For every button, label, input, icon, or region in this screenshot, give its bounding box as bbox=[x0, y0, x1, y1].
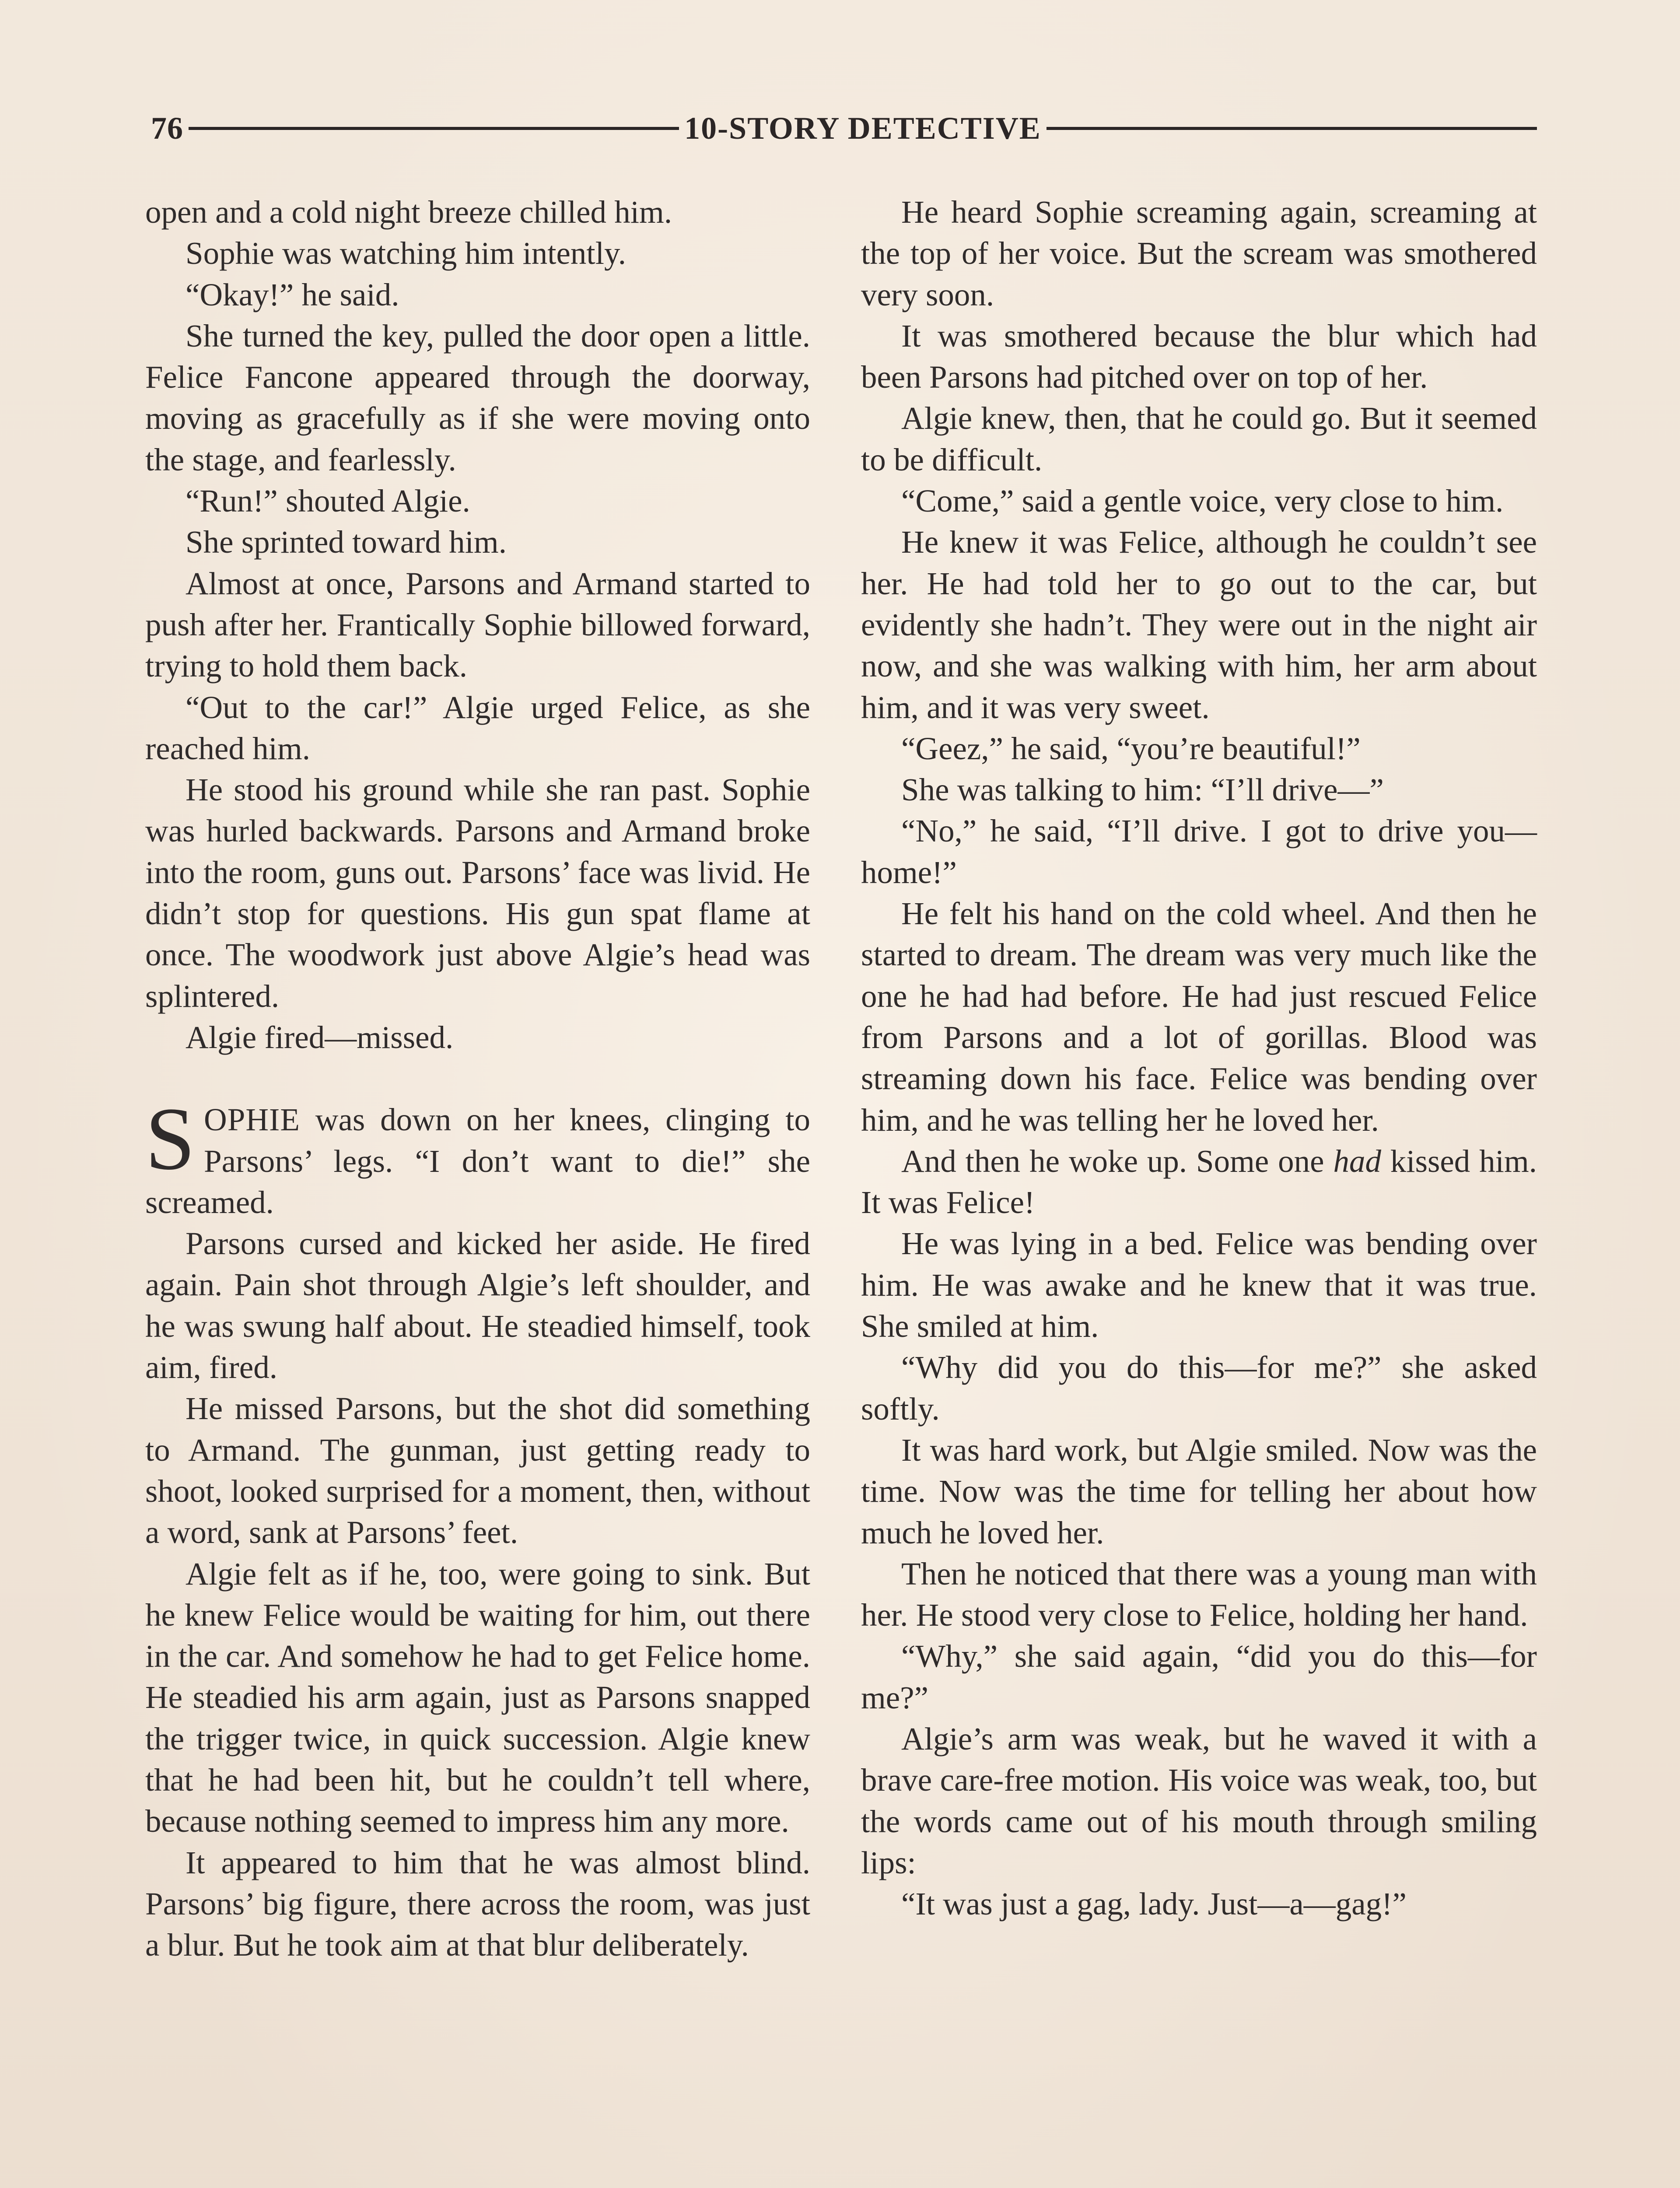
left-column bbox=[145, 192, 810, 2188]
paragraph: It appeared to him that he was almost blind. Parsons’ big figure, there across the room, was just a blur. But he took aim at that blur deliberately. bbox=[145, 1844, 810, 1963]
paragraph: Algie’s arm was weak, but he waved it with a brave care-free motion. His voice was weak, too, but the words came out of his mouth through smiling lips: bbox=[861, 1721, 1537, 1880]
paragraph: Sophie was watching him intently. bbox=[186, 235, 626, 271]
header-rule-left bbox=[189, 127, 679, 130]
paragraph: He knew it was Felice, although he couldn’t see her. He had told her to go out to the car, but evidently she hadn’t. They were out in the night air now, and she was walking with him, her arm about him, and it was very sweet. bbox=[861, 524, 1537, 725]
paragraph: Algie felt as if he, too, were going to sink. But he knew Felice would be waiting for him, out there in the car. And somehow he had to get Felice home. He steadied his arm again, just as Parsons snapped the trigger twice, in quick succession. Algie knew that he had been hit, but he couldn’t tell where, because nothing seemed to impress him any more. bbox=[145, 1556, 810, 1839]
lead-caps: OPHIE bbox=[204, 1102, 300, 1138]
paragraph: He felt his hand on the cold wheel. And then he started to dream. The dream was very much like the one he had had before. He had just rescued Felice from Parsons and a lot of gorillas. Blood was streaming down his face. Felice was bending over him, and he was telling her he loved her. bbox=[861, 896, 1537, 1138]
drop-cap: S bbox=[145, 1089, 196, 1189]
paragraph: “Out to the car!” Algie urged Felice, as she reached him. bbox=[145, 689, 810, 766]
magazine-title: 10-STORY DETECTIVE bbox=[684, 110, 1041, 146]
paragraph: Algie fired—missed. bbox=[186, 1019, 454, 1055]
paragraph: “Come,” said a gentle voice, very close to him. bbox=[901, 483, 1504, 519]
paragraph: “It was just a gag, lady. Just—a—gag!” bbox=[901, 1886, 1407, 1922]
paragraph: Algie knew, then, that he could go. But it seemed to be difficult. bbox=[861, 400, 1537, 477]
paragraph: Then he noticed that there was a young man with her. He stood very close to Felice, holding her hand. bbox=[861, 1556, 1537, 1633]
paragraph: “No,” he said, “I’ll drive. I got to drive you—home!” bbox=[861, 813, 1537, 890]
paragraph: It was smothered because the blur which had been Parsons had pitched over on top of her. bbox=[861, 318, 1537, 395]
paragraph: Parsons cursed and kicked her aside. He fired again. Pain shot through Algie’s left shoulder, and he was swung half about. He steadied himself, took aim, fired. bbox=[145, 1226, 810, 1385]
paragraph: “Run!” shouted Algie. bbox=[186, 483, 470, 519]
text-run: kissed him. It was Felice! bbox=[861, 1143, 1537, 1220]
paragraph: “Why did you do this—for me?” she asked softly. bbox=[861, 1350, 1537, 1427]
paragraph: “Okay!” he said. bbox=[186, 277, 399, 312]
paragraph: She was talking to him: “I’ll drive—” bbox=[901, 772, 1384, 808]
right-column bbox=[861, 192, 1537, 2188]
paragraph: “Geez,” he said, “you’re beautiful!” bbox=[901, 730, 1361, 766]
paragraph: She turned the key, pulled the door open a little. Felice Fancone appeared through the doorway, moving as gracefully as if she were moving onto the stage, and fearlessly. bbox=[145, 318, 810, 477]
paragraph: He heard Sophie screaming again, screaming at the top of her voice. But the scream was smothered very soon. bbox=[861, 194, 1537, 312]
paragraph-kissed bbox=[861, 1141, 1537, 1224]
paragraph: open and a cold night breeze chilled him. bbox=[145, 194, 672, 230]
section-opening-text: was down on her knees, clinging to Parsons’ legs. “I don’t want to die!” she screamed. bbox=[145, 1102, 810, 1220]
page-number: 76 bbox=[151, 110, 183, 146]
paragraph: He was lying in a bed. Felice was bending over him. He was awake and he knew that it was true. She smiled at him. bbox=[861, 1226, 1537, 1344]
paragraph: She sprinted toward him. bbox=[186, 524, 507, 560]
paragraph: “Why,” she said again, “did you do this—for me?” bbox=[861, 1638, 1537, 1715]
paragraph: It was hard work, but Algie smiled. Now was the time. Now was the time for telling her about how much he loved her. bbox=[861, 1432, 1537, 1550]
paragraph: He missed Parsons, but the shot did something to Armand. The gunman, just getting ready to shoot, looked surprised for a moment, then, without a word, sank at Parsons’ feet. bbox=[145, 1391, 810, 1550]
header-rule-right bbox=[1046, 127, 1537, 130]
paragraph: Almost at once, Parsons and Armand started to push after her. Frantically Sophie billowed forward, trying to hold them back. bbox=[145, 565, 810, 684]
text-run: And then he woke up. Some one bbox=[901, 1143, 1334, 1179]
paragraph: He stood his ground while she ran past. Sophie was hurled backwards. Parsons and Armand broke into the room, guns out. Parsons’ face was livid. He didn’t stop for questions. His gun spat flame at once. The woodwork just above Algie’s head was splintered. bbox=[145, 772, 810, 1014]
emphasized-word: had bbox=[1333, 1143, 1381, 1179]
running-header bbox=[151, 104, 1542, 152]
section-opening-paragraph bbox=[145, 1089, 810, 1223]
